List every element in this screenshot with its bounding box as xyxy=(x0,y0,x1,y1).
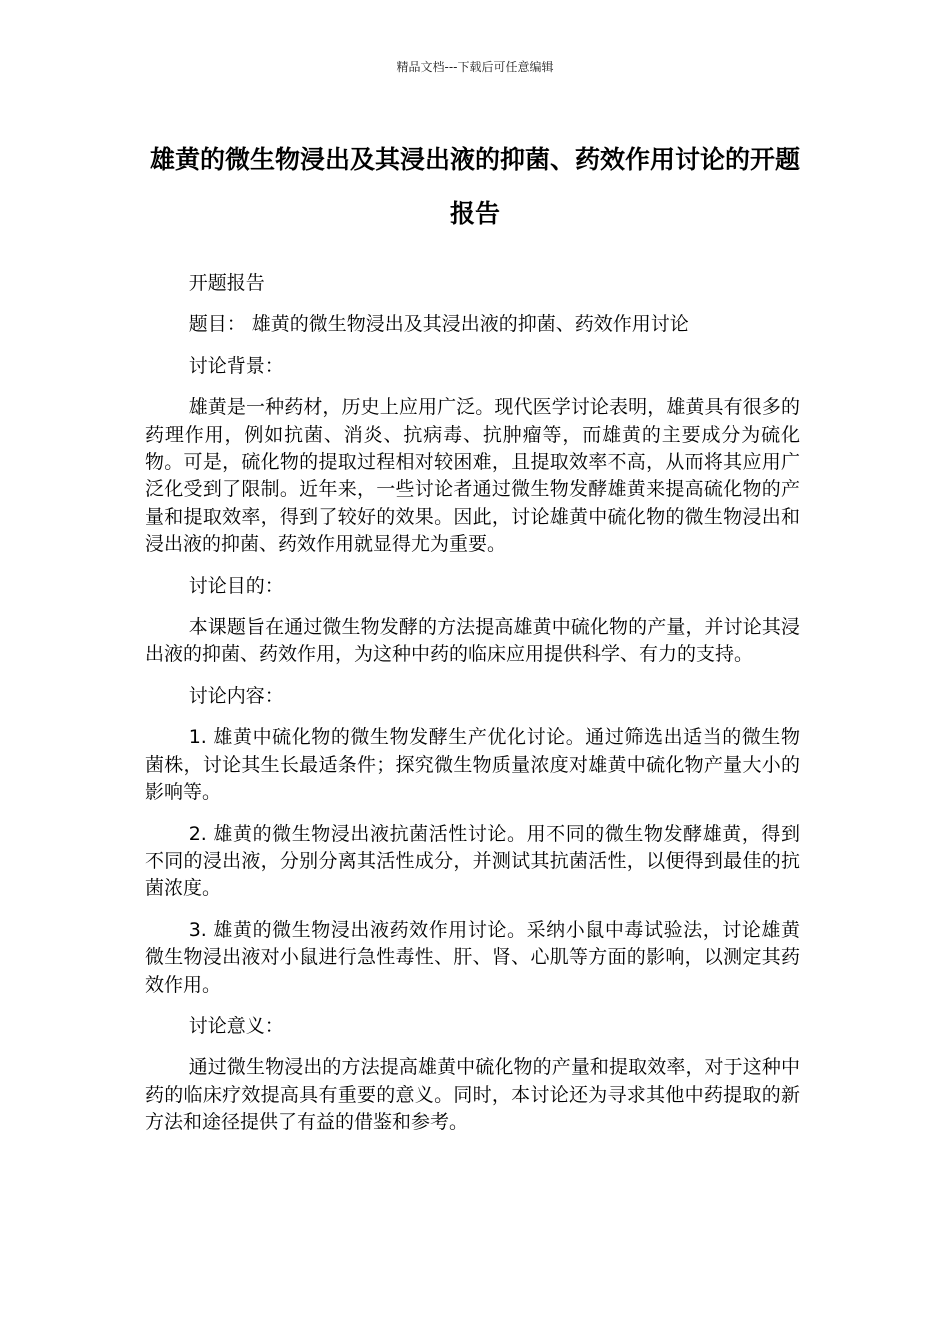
content-item-1: 1. 雄黄中硫化物的微生物发酵生产优化讨论。通过筛选出适当的微生物菌株，讨论其生长最适条件；探究微生物质量浓度对雄黄中硫化物产量大小的影响等。 xyxy=(145,726,800,804)
significance-paragraph: 通过微生物浸出的方法提高雄黄中硫化物的产量和提取效率，对于这种中药的临床疗效提高具有重要的意义。同时，本讨论还为寻求其他中药提取的新方法和途径提供了有益的借鉴和参考。 xyxy=(145,1056,800,1134)
document-title: 雄黄的微生物浸出及其浸出液的抑菌、药效作用讨论的开题报告 xyxy=(149,145,800,228)
document-body xyxy=(145,270,800,1151)
background-paragraph: 雄黄是一种药材，历史上应用广泛。现代医学讨论表明，雄黄具有很多的药理作用，例如抗菌、消炎、抗病毒、抗肿瘤等，而雄黄的主要成分为硫化物。可是，硫化物的提取过程相对较困难，且提取效率不高，从而将其应用广泛化受到了限制。近年来，一些讨论者通过微生物发酵雄黄来提高硫化物的产量和提取效率，得到了较好的效果。因此，讨论雄黄中硫化物的微生物浸出和浸出液的抑菌、药效作用就显得尤为重要。 xyxy=(145,396,800,556)
purpose-paragraph: 本课题旨在通过微生物发酵的方法提高雄黄中硫化物的产量，并讨论其浸出液的抑菌、药效作用，为这种中药的临床应用提供科学、有力的支持。 xyxy=(145,616,800,666)
content-item-3: 3. 雄黄的微生物浸出液药效作用讨论。采纳小鼠中毒试验法，讨论雄黄微生物浸出液对小鼠进行急性毒性、肝、肾、心肌等方面的影响，以测定其药效作用。 xyxy=(145,918,800,996)
section-heading-purpose: 讨论目的： xyxy=(188,574,284,597)
section-heading-content: 讨论内容： xyxy=(188,684,284,707)
section-heading-significance: 讨论意义： xyxy=(188,1014,284,1037)
content-item-2: 2. 雄黄的微生物浸出液抗菌活性讨论。用不同的微生物发酵雄黄，得到不同的浸出液，分别分离其活性成分，并测试其抗菌活性，以便得到最佳的抗菌浓度。 xyxy=(145,822,800,900)
section-heading-report: 开题报告 xyxy=(188,272,265,294)
page-header-note: 精品文档---下载后可任意编辑 xyxy=(396,60,554,74)
section-heading-background: 讨论背景： xyxy=(188,354,284,377)
topic-line: 题目： 雄黄的微生物浸出及其浸出液的抑菌、药效作用讨论 xyxy=(188,313,689,336)
